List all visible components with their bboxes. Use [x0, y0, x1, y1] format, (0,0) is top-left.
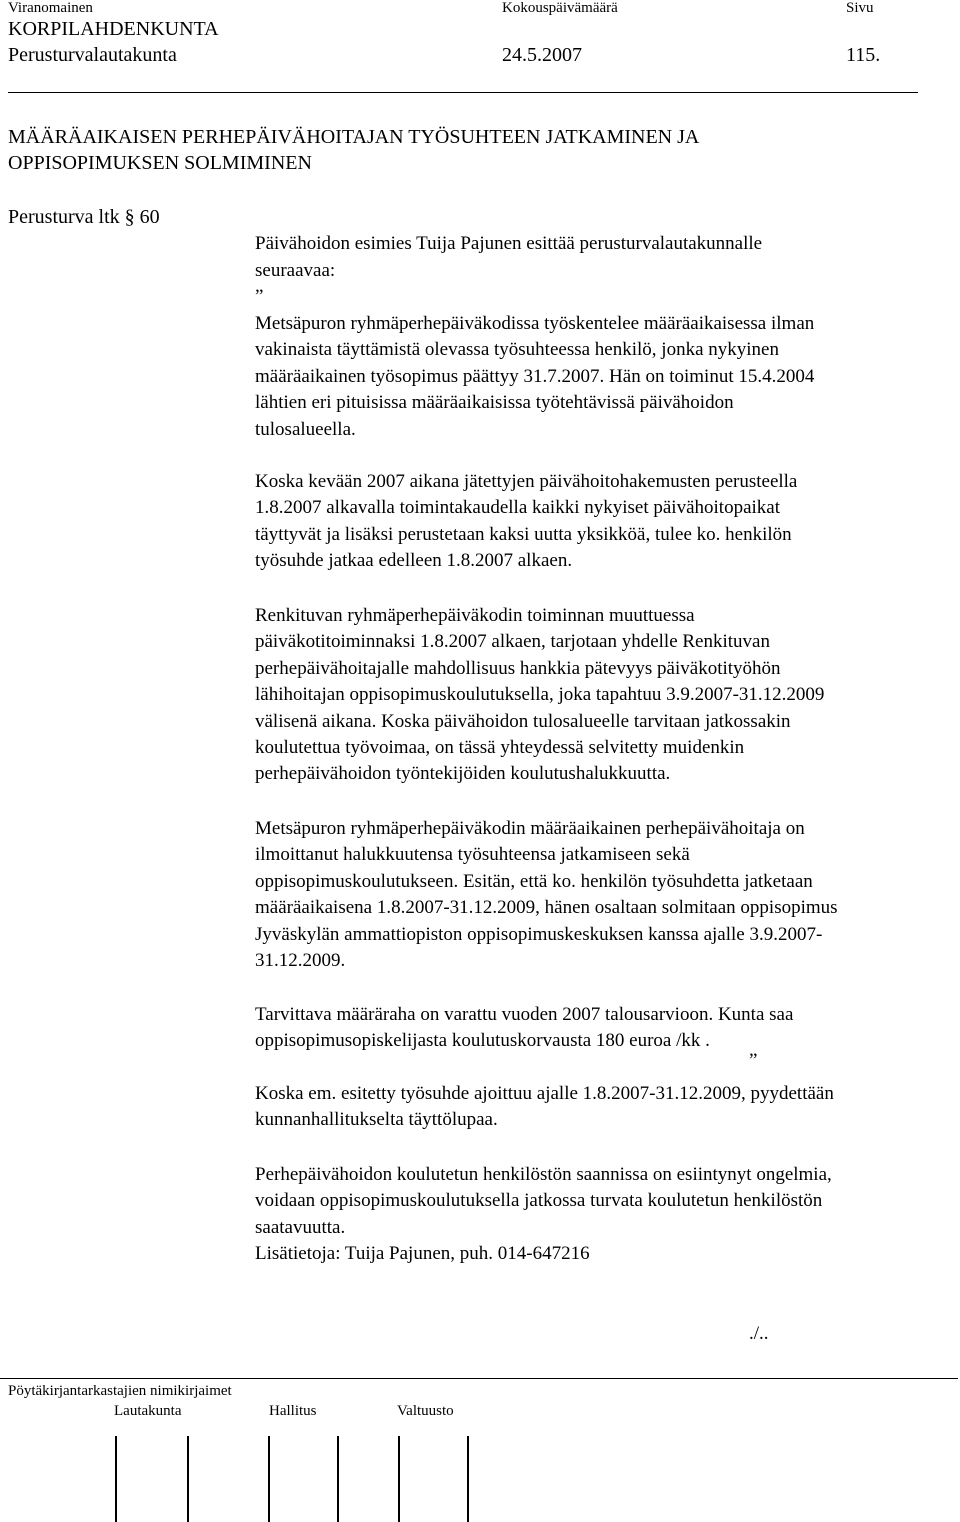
header-organization: KORPILAHDENKUNTA: [8, 18, 219, 40]
paragraph-line: Tarvittava määräraha on varattu vuoden 2007 talousarvioon. Kunta saa: [255, 1004, 794, 1025]
header-authority: Perusturvalautakunta: [8, 44, 177, 66]
header-page-number: 115.: [846, 44, 881, 66]
paragraph-line: tulosalueella.: [255, 418, 356, 440]
paragraph-line: lähihoitajan oppisopimuskoulutuksella, joka tapahtuu 3.9.2007-31.12.2009: [255, 684, 825, 706]
paragraph-line: päiväkotitoiminnaksi 1.8.2007 alkaen, tarjotaan yhdelle Renkituvan: [255, 631, 770, 653]
header-authority-label: Viranomainen: [8, 0, 93, 16]
paragraph-line: 1.8.2007 alkavalla toimintakaudella kaikki nykyiset päivähoitopaikat: [255, 497, 781, 519]
paragraph-3: [255, 603, 960, 788]
closing-quote-mark: ”: [749, 1050, 758, 1071]
signature-box-divider: [187, 1436, 189, 1522]
paragraph-line: lähtien eri pituisissa määräaikaisissa työtehtävissä päivähoidon: [255, 392, 734, 414]
paragraph-line: Perhepäivähoidon koulutetun henkilöstön saannissa on esiintynyt ongelmia,: [255, 1164, 832, 1185]
paragraph-line: määräaikainen työsopimus päättyy 31.7.2007. Hän on toiminut 15.4.2004: [255, 365, 815, 387]
paragraph-line: vakinaista täyttämistä olevassa työsuhteessa henkilö, jonka nykyinen: [255, 339, 779, 361]
paragraph-line: voidaan oppisopimuskoulutuksella jatkossa turvata koulutetun henkilöstön: [255, 1190, 823, 1212]
opening-quote-mark: ”: [255, 286, 264, 307]
signature-box-divider: [268, 1436, 270, 1522]
paragraph-5: [255, 1002, 960, 1055]
header-rule: [8, 92, 918, 93]
footer-valtuusto: Valtuusto: [397, 1403, 454, 1419]
paragraph-4: [255, 816, 960, 974]
paragraph-line: välisenä aikana. Koska päivähoidon tulosalueelle tarvitaan jatkossakin: [255, 710, 791, 732]
paragraph-line: Koska kevään 2007 aikana jätettyjen päivähoitohakemusten perusteella: [255, 471, 798, 492]
footer-hallitus: Hallitus: [269, 1403, 317, 1419]
header-page-label: Sivu: [846, 0, 874, 16]
paragraph-line: kunnanhallitukselta täyttölupaa.: [255, 1109, 498, 1131]
signature-box-divider: [398, 1436, 400, 1522]
proposal-paragraph: [255, 1081, 960, 1134]
paragraph-line: Jyväskylän ammattiopiston oppisopimuskeskuksen kanssa ajalle 3.9.2007-: [255, 923, 823, 945]
paragraph-line: Metsäpuron ryhmäperhepäiväkodin määräaikainen perhepäivähoitaja on: [255, 818, 805, 839]
paragraph-2: [255, 469, 960, 575]
document-title-line-2: OPPISOPIMUKSEN SOLMIMINEN: [8, 152, 312, 174]
header-date: 24.5.2007: [502, 44, 582, 66]
intro-line-1: Päivähoidon esimies Tuija Pajunen esittää perusturvalautakunnalle: [255, 233, 763, 254]
section-reference: Perusturva ltk § 60: [8, 206, 160, 228]
contact-info: Lisätietoja: Tuija Pajunen, puh. 014-647216: [255, 1243, 590, 1265]
paragraph-line: saatavuutta.: [255, 1216, 346, 1238]
paragraph-line: perhepäivähoidon työntekijöiden koulutushalukkuutta.: [255, 763, 671, 785]
paragraph-1: [255, 311, 960, 443]
paragraph-line: Koska em. esitetty työsuhde ajoittuu ajalle 1.8.2007-31.12.2009, pyydettään: [255, 1083, 834, 1104]
header-date-label: Kokouspäivämäärä: [502, 0, 618, 16]
paragraph-line: perhepäivähoitajalle mahdollisuus hankkia pätevyys päiväkotityöhön: [255, 657, 781, 679]
paragraph-line: ilmoittanut halukkuutensa työsuhteensa jatkamiseen sekä: [255, 844, 690, 866]
paragraph-line: Renkituvan ryhmäperhepäiväkodin toiminnan muuttuessa: [255, 605, 695, 626]
paragraph-line: oppisopimusopiskelijasta koulutuskorvausta 180 euroa /kk .: [255, 1030, 710, 1052]
footer-rule: [0, 1378, 958, 1379]
paragraph-line: Metsäpuron ryhmäperhepäiväkodissa työskentelee määräaikaisessa ilman: [255, 313, 815, 334]
signature-box-divider: [467, 1436, 469, 1522]
signature-box-divider: [115, 1436, 117, 1522]
continuation-mark: ./..: [749, 1323, 769, 1344]
paragraph-line: oppisopimuskoulutukseen. Esitän, että ko. henkilön työsuhdetta jatketaan: [255, 870, 813, 892]
signature-box-divider: [337, 1436, 339, 1522]
conclusion-paragraph: [255, 1162, 960, 1268]
paragraph-line: määräaikaisena 1.8.2007-31.12.2009, hänen osaltaan solmitaan oppisopimus: [255, 897, 838, 919]
paragraph-line: täyttyvät ja lisäksi perustetaan kaksi uutta yksikköä, tulee ko. henkilön: [255, 523, 792, 545]
paragraph-line: 31.12.2009.: [255, 950, 346, 972]
footer-lautakunta: Lautakunta: [114, 1403, 182, 1419]
footer-signature-label: Pöytäkirjantarkastajien nimikirjaimet: [8, 1383, 232, 1399]
intro-line-2: seuraavaa:: [255, 260, 336, 281]
paragraph-line: työsuhde jatkaa edelleen 1.8.2007 alkaen.: [255, 550, 573, 572]
paragraph-line: koulutettua työvoimaa, on tässä yhteydessä selvitetty muidenkin: [255, 737, 745, 759]
document-title-line-1: MÄÄRÄAIKAISEN PERHEPÄIVÄHOITAJAN TYÖSUHTEEN JATKAMINEN JA: [8, 126, 700, 148]
